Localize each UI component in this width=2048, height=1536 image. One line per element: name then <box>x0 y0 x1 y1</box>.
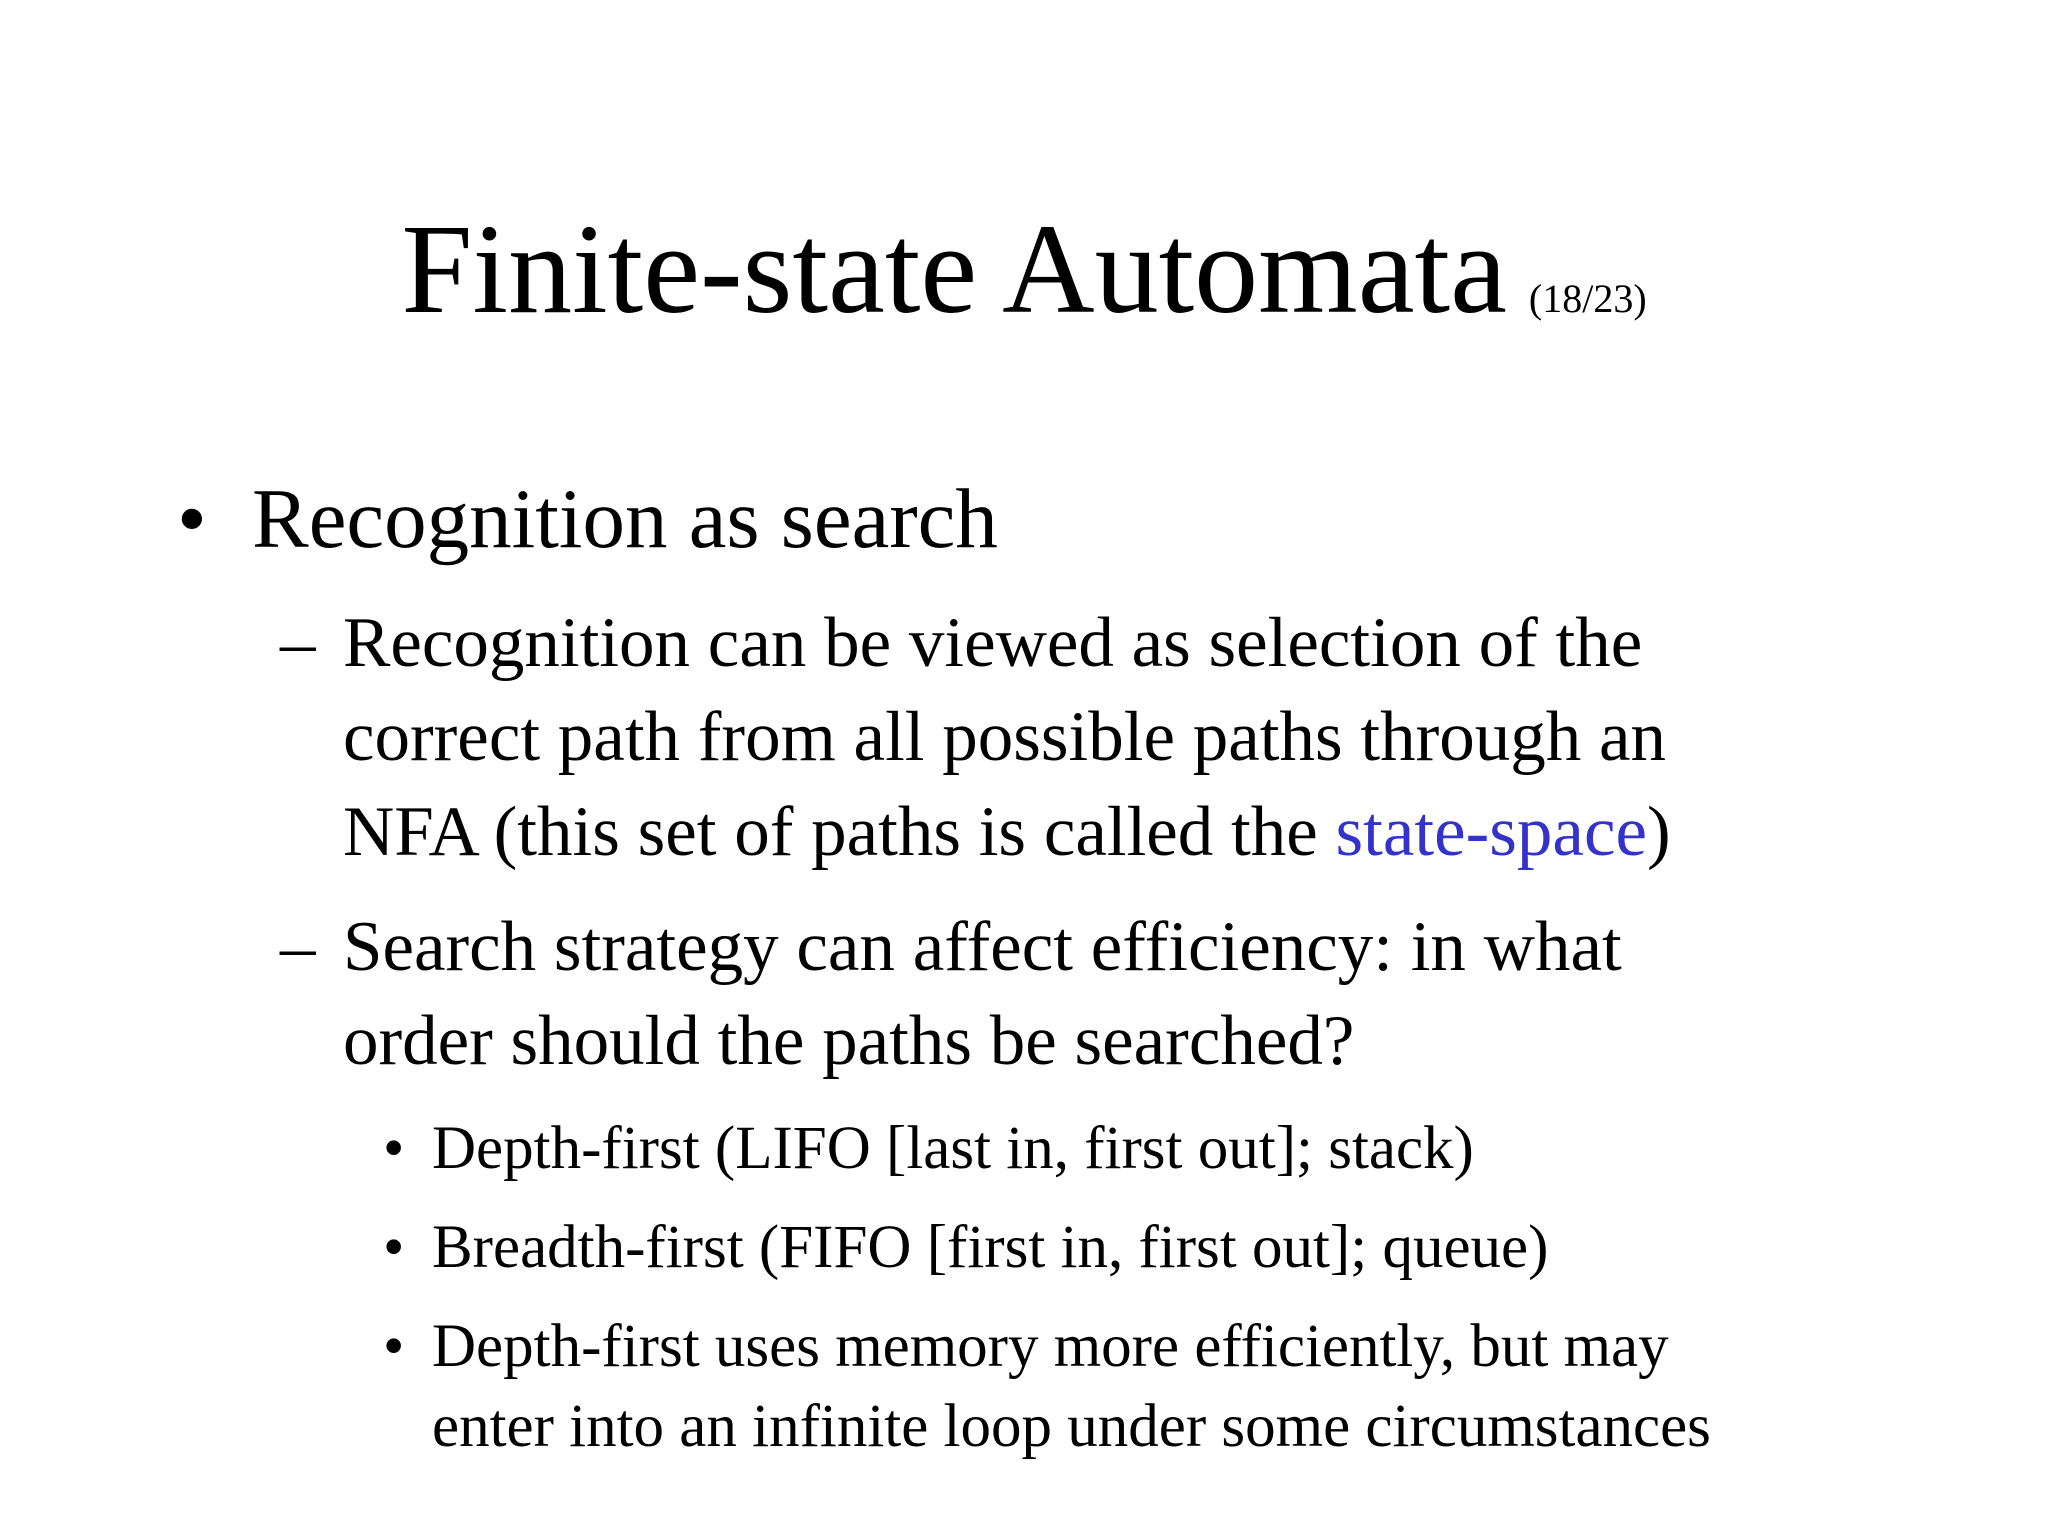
sub2-line-2: order should the paths be searched? <box>343 1002 1355 1080</box>
item-breadth-first: Breadth-first (FIFO [first in, first out]; queue) <box>432 1214 1549 1281</box>
sub1-line-3-after: ) <box>1646 793 1671 871</box>
sub2-line-1: Search strategy can affect efficiency: in what <box>343 908 1622 986</box>
item-memory-line-2: enter into an infinite loop under some circumstances <box>432 1393 1711 1460</box>
sub1-line-2: correct path from all possible paths through an <box>343 698 1666 776</box>
sub1-line-3-before: NFA (this set of paths is called the <box>343 793 1336 871</box>
dash-marker: – <box>280 908 316 986</box>
sub1-line-1: Recognition can be viewed as selection of the <box>343 604 1643 682</box>
bullet-marker: • <box>177 472 207 566</box>
item-depth-first: Depth-first (LIFO [last in, first out]; stack) <box>432 1115 1474 1182</box>
bullet-marker: • <box>383 1313 405 1380</box>
bullet-marker: • <box>383 1214 405 1281</box>
dash-marker: – <box>280 604 316 682</box>
slide-title <box>0 198 2048 340</box>
slide-counter: (18/23) <box>1528 276 1647 321</box>
state-space-term: state-space <box>1335 793 1647 871</box>
slide-title-text: Finite-state Automata <box>401 198 1507 340</box>
item-memory-line-1: Depth-first uses memory more efficiently, but may <box>432 1313 1669 1380</box>
bullet-main-text: Recognition as search <box>252 472 998 566</box>
bullet-marker: • <box>383 1115 405 1182</box>
sub1-line-3 <box>343 793 1671 871</box>
